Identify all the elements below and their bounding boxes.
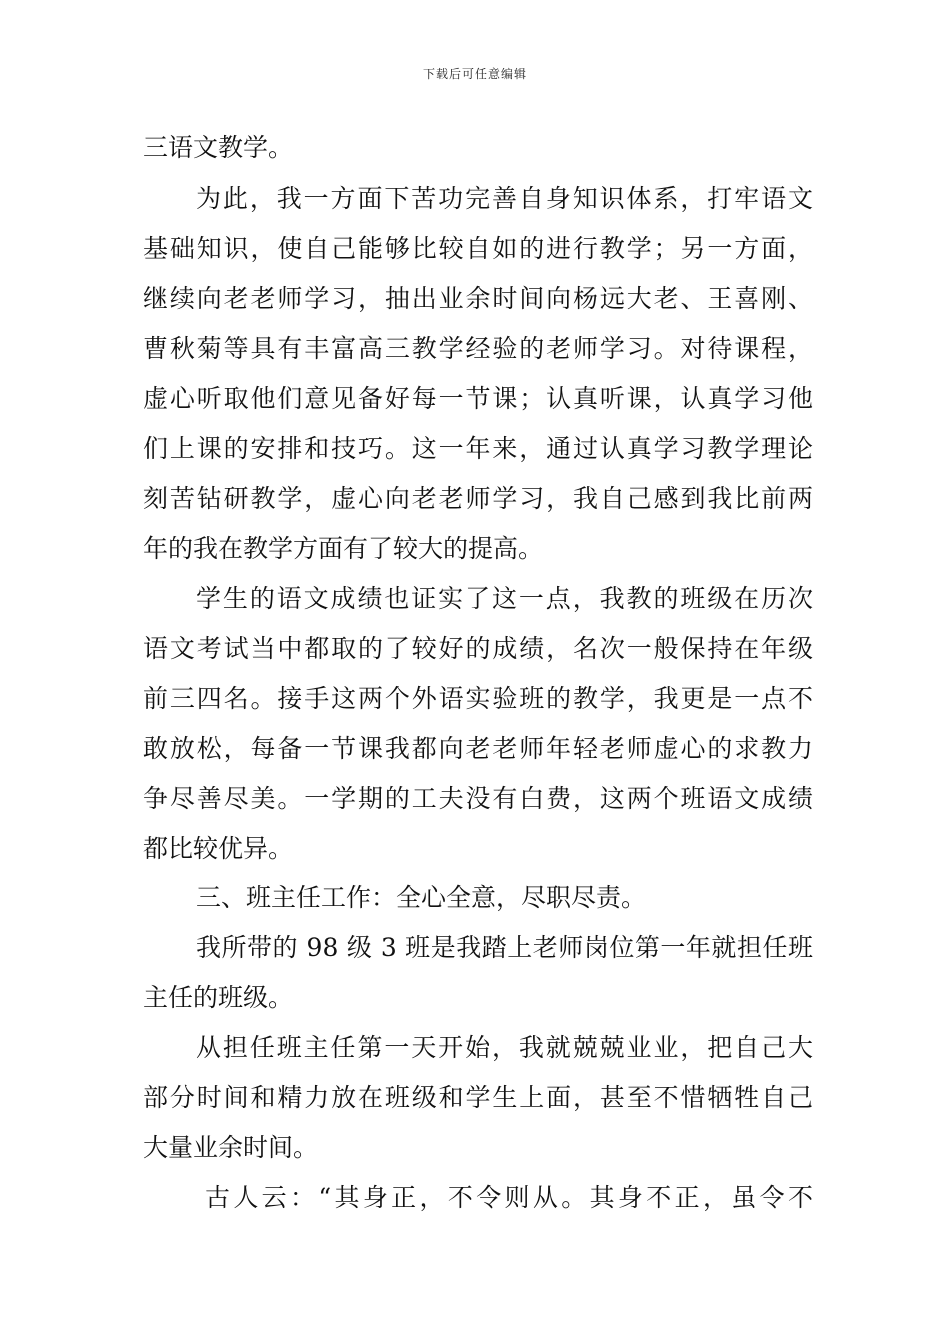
- text-line: 大量业余时间。: [143, 1133, 319, 1162]
- paragraph-first-line: 为此，我一方面下苦功完善自身知识体系，打牢语文: [196, 184, 813, 213]
- text-line: 年的我在教学方面有了较大的提高。: [143, 534, 544, 563]
- paragraph-first-line: 古人云：“其身正，不令则从。其身不正，虽令不: [205, 1183, 813, 1212]
- text-line: 虚心听取他们意见备好每一节课；认真听课，认真学习他: [143, 384, 813, 413]
- text-line: 争尽善尽美。一学期的工夫没有白费，这两个班语文成绩: [143, 784, 813, 813]
- text-line: 们上课的安排和技巧。这一年来，通过认真学习教学理论: [143, 434, 813, 463]
- page-header: 下载后可任意编辑: [422, 67, 527, 81]
- text-line: 主任的班级。: [143, 983, 294, 1012]
- text-line: 语文考试当中都取的了较好的成绩，名次一般保持在年级: [143, 634, 813, 663]
- text-line: 都比较优异。: [143, 834, 294, 863]
- text-line: 部分时间和精力放在班级和学生上面，甚至不惜牺牲自己: [143, 1083, 813, 1112]
- paragraph-first-line: 我所带的 98 级 3 班是我踏上老师岗位第一年就担任班: [196, 933, 813, 962]
- text-line: 基础知识，使自己能够比较自如的进行教学；另一方面，: [143, 234, 813, 263]
- text-line: 敢放松，每备一节课我都向老老师年轻老师虚心的求教力: [143, 734, 813, 763]
- text-line: 曹秋菊等具有丰富高三教学经验的老师学习。对待课程，: [143, 334, 813, 363]
- text-line: 刻苦钻研教学，虚心向老老师学习，我自己感到我比前两: [143, 484, 813, 513]
- section-heading: 三、班主任工作：全心全意，尽职尽责。: [196, 883, 647, 912]
- paragraph-first-line: 从担任班主任第一天开始，我就兢兢业业，把自己大: [196, 1033, 813, 1062]
- text-line: 三语文教学。: [143, 133, 294, 162]
- text-line: 继续向老老师学习，抽出业余时间向杨远大老、王喜刚、: [143, 284, 813, 313]
- paragraph-first-line: 学生的语文成绩也证实了这一点，我教的班级在历次: [196, 584, 813, 613]
- text-line: 前三四名。接手这两个外语实验班的教学，我更是一点不: [143, 684, 813, 713]
